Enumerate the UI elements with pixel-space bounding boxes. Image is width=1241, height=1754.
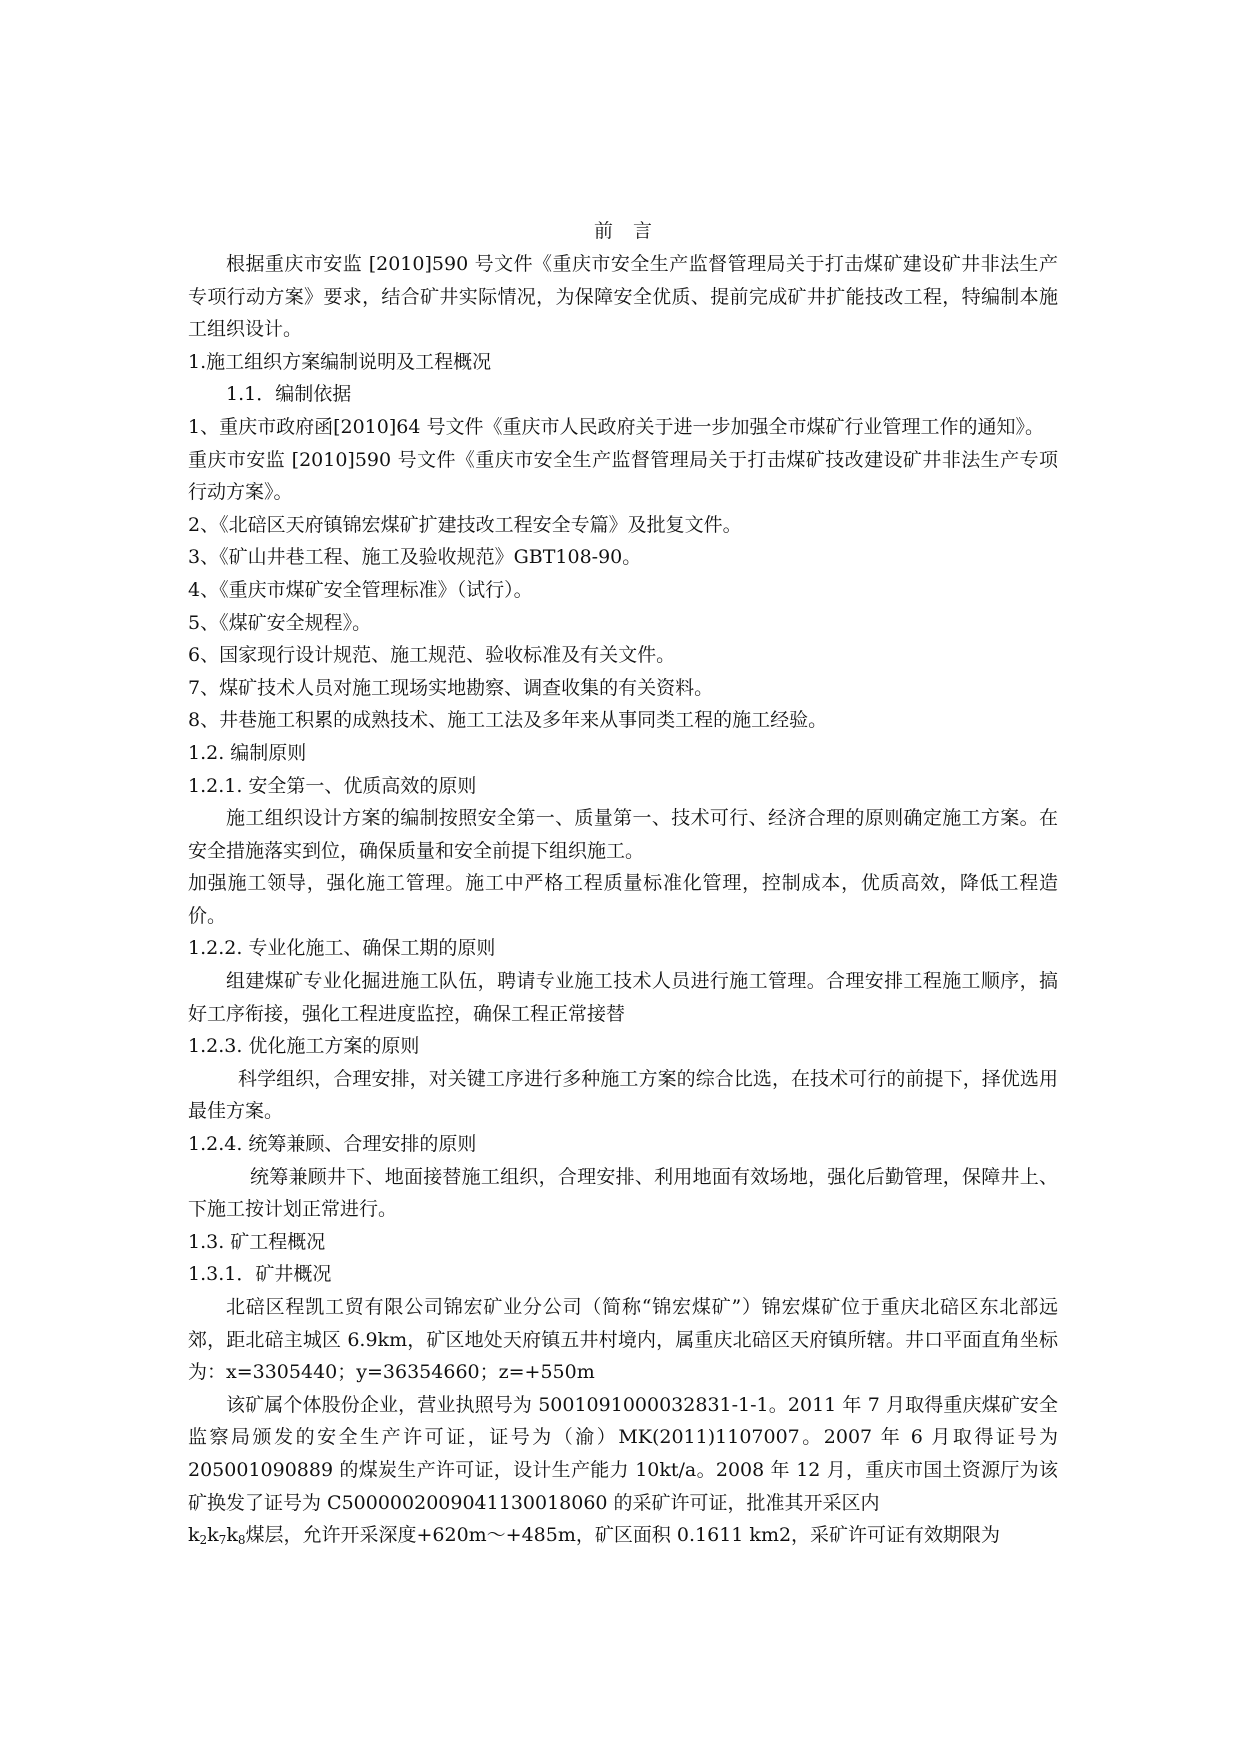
paragraph-1-2-1a: 施工组织设计方案的编制按照安全第一、质量第一、技术可行、经济合理的原则确定施工方案。在安全措施落实到位，确保质量和安全前提下组织施工。 (188, 807, 1058, 862)
paragraph-1-2-3: 科学组织，合理安排，对关键工序进行多种施工方案的综合比选，在技术可行的前提下，择优选用最佳方案。 (188, 1067, 1058, 1123)
page-title: 前言 (593, 220, 672, 242)
seam-k: k (188, 1524, 200, 1547)
seam-line-text: 煤层，允许开采深度+620m～+485m，矿区面积 0.1611 km2，采矿许可证有效期限为 (245, 1524, 1001, 1547)
seam-k: k (226, 1524, 238, 1547)
basis-item: 7、煤矿技术人员对施工现场实地勘察、调查收集的有关资料。 (188, 676, 714, 699)
subsection-heading-1-2-4: 1.2.4. 统筹兼顾、合理安排的原则 (188, 1133, 477, 1156)
paragraph-1-3-1a: 北碚区程凯工贸有限公司锦宏矿业分公司（简称“锦宏煤矿”）锦宏煤矿位于重庆北碚区东北部远郊，距北碚主城区 6.9km，矿区地处天府镇五井村境内，属重庆北碚区天府镇所辖。井口平面直角坐标为：x=3305440；y=36354660；z=+550m (188, 1296, 1058, 1384)
seam-subscript: 2 (199, 1533, 208, 1548)
seam-k: k (207, 1524, 219, 1547)
paragraph-seam-line (188, 1519, 1058, 1557)
basis-item: 3、《矿山井巷工程、施工及验收规范》GBT108-90。 (188, 546, 642, 569)
basis-item: 4、《重庆市煤矿安全管理标准》（试行）。 (188, 578, 533, 601)
subsection-heading-1-2-3: 1.2.3. 优化施工方案的原则 (188, 1035, 420, 1058)
subsection-heading-1-2-1: 1.2.1. 安全第一、优质高效的原则 (188, 774, 477, 797)
section-heading-1: 1.施工组织方案编制说明及工程概况 (188, 350, 492, 373)
document-body (188, 214, 1058, 1557)
subsection-heading-1-3: 1.3. 矿工程概况 (188, 1230, 326, 1253)
seam-subscript: 7 (218, 1533, 227, 1548)
paragraph-1-2-2: 组建煤矿专业化掘进施工队伍，聘请专业施工技术人员进行施工管理。合理安排工程施工顺序，搞好工序衔接，强化工程进度监控，确保工程正常接替 (188, 970, 1058, 1025)
subsection-heading-1-2-2: 1.2.2. 专业化施工、确保工期的原则 (188, 937, 496, 960)
paragraph-1-3-1b: 该矿属个体股份企业，营业执照号为 5001091000032831-1-1。2011 年 7 月取得重庆煤矿安全监察局颁发的安全生产许可证，证号为（渝）MK(2011)1107007。2007 年 6 月取得证号为 205001090889 的煤炭生产许可证，设计生产能力 10kt/a。2008 年 12 月，重庆市国土资源厅为该矿换发了证号为 C5000002009041130018060 的采矿许可证，批准其开采区内 (188, 1393, 1058, 1514)
seam-subscript: 8 (237, 1533, 246, 1548)
basis-item: 5、《煤矿安全规程》。 (188, 611, 372, 634)
basis-item: 1、重庆市政府函[2010]64 号文件《重庆市人民政府关于进一步加强全市煤矿行业管理工作的通知》。 (188, 415, 1044, 438)
basis-item: 6、国家现行设计规范、施工规范、验收标准及有关文件。 (188, 644, 676, 667)
paragraph-1-2-1b: 加强施工领导，强化施工管理。施工中严格工程质量标准化管理，控制成本，优质高效，降低工程造价。 (188, 872, 1058, 927)
basis-item: 2、《北碚区天府镇锦宏煤矿扩建技改工程安全专篇》及批复文件。 (188, 513, 742, 536)
basis-item: 重庆市安监 [2010]590 号文件《重庆市安全生产监督管理局关于打击煤矿技改建设矿井非法生产专项行动方案》。 (188, 448, 1058, 504)
basis-item: 8、井巷施工积累的成熟技术、施工工法及多年来从事同类工程的施工经验。 (188, 709, 828, 732)
subsection-heading-1-3-1: 1.3.1．矿井概况 (188, 1263, 332, 1286)
preface-paragraph: 根据重庆市安监 [2010]590 号文件《重庆市安全生产监督管理局关于打击煤矿建设矿井非法生产专项行动方案》要求，结合矿井实际情况，为保障安全优质、提前完成矿井扩能技改工程，特编制本施工组织设计。 (188, 253, 1058, 341)
subsection-heading-1-2: 1.2. 编制原则 (188, 741, 307, 764)
paragraph-1-2-4: 统筹兼顾井下、地面接替施工组织，合理安排、利用地面有效场地，强化后勤管理，保障井上、下施工按计划正常进行。 (188, 1165, 1058, 1221)
subsection-heading-1-1: 1.1．编制依据 (226, 383, 352, 406)
